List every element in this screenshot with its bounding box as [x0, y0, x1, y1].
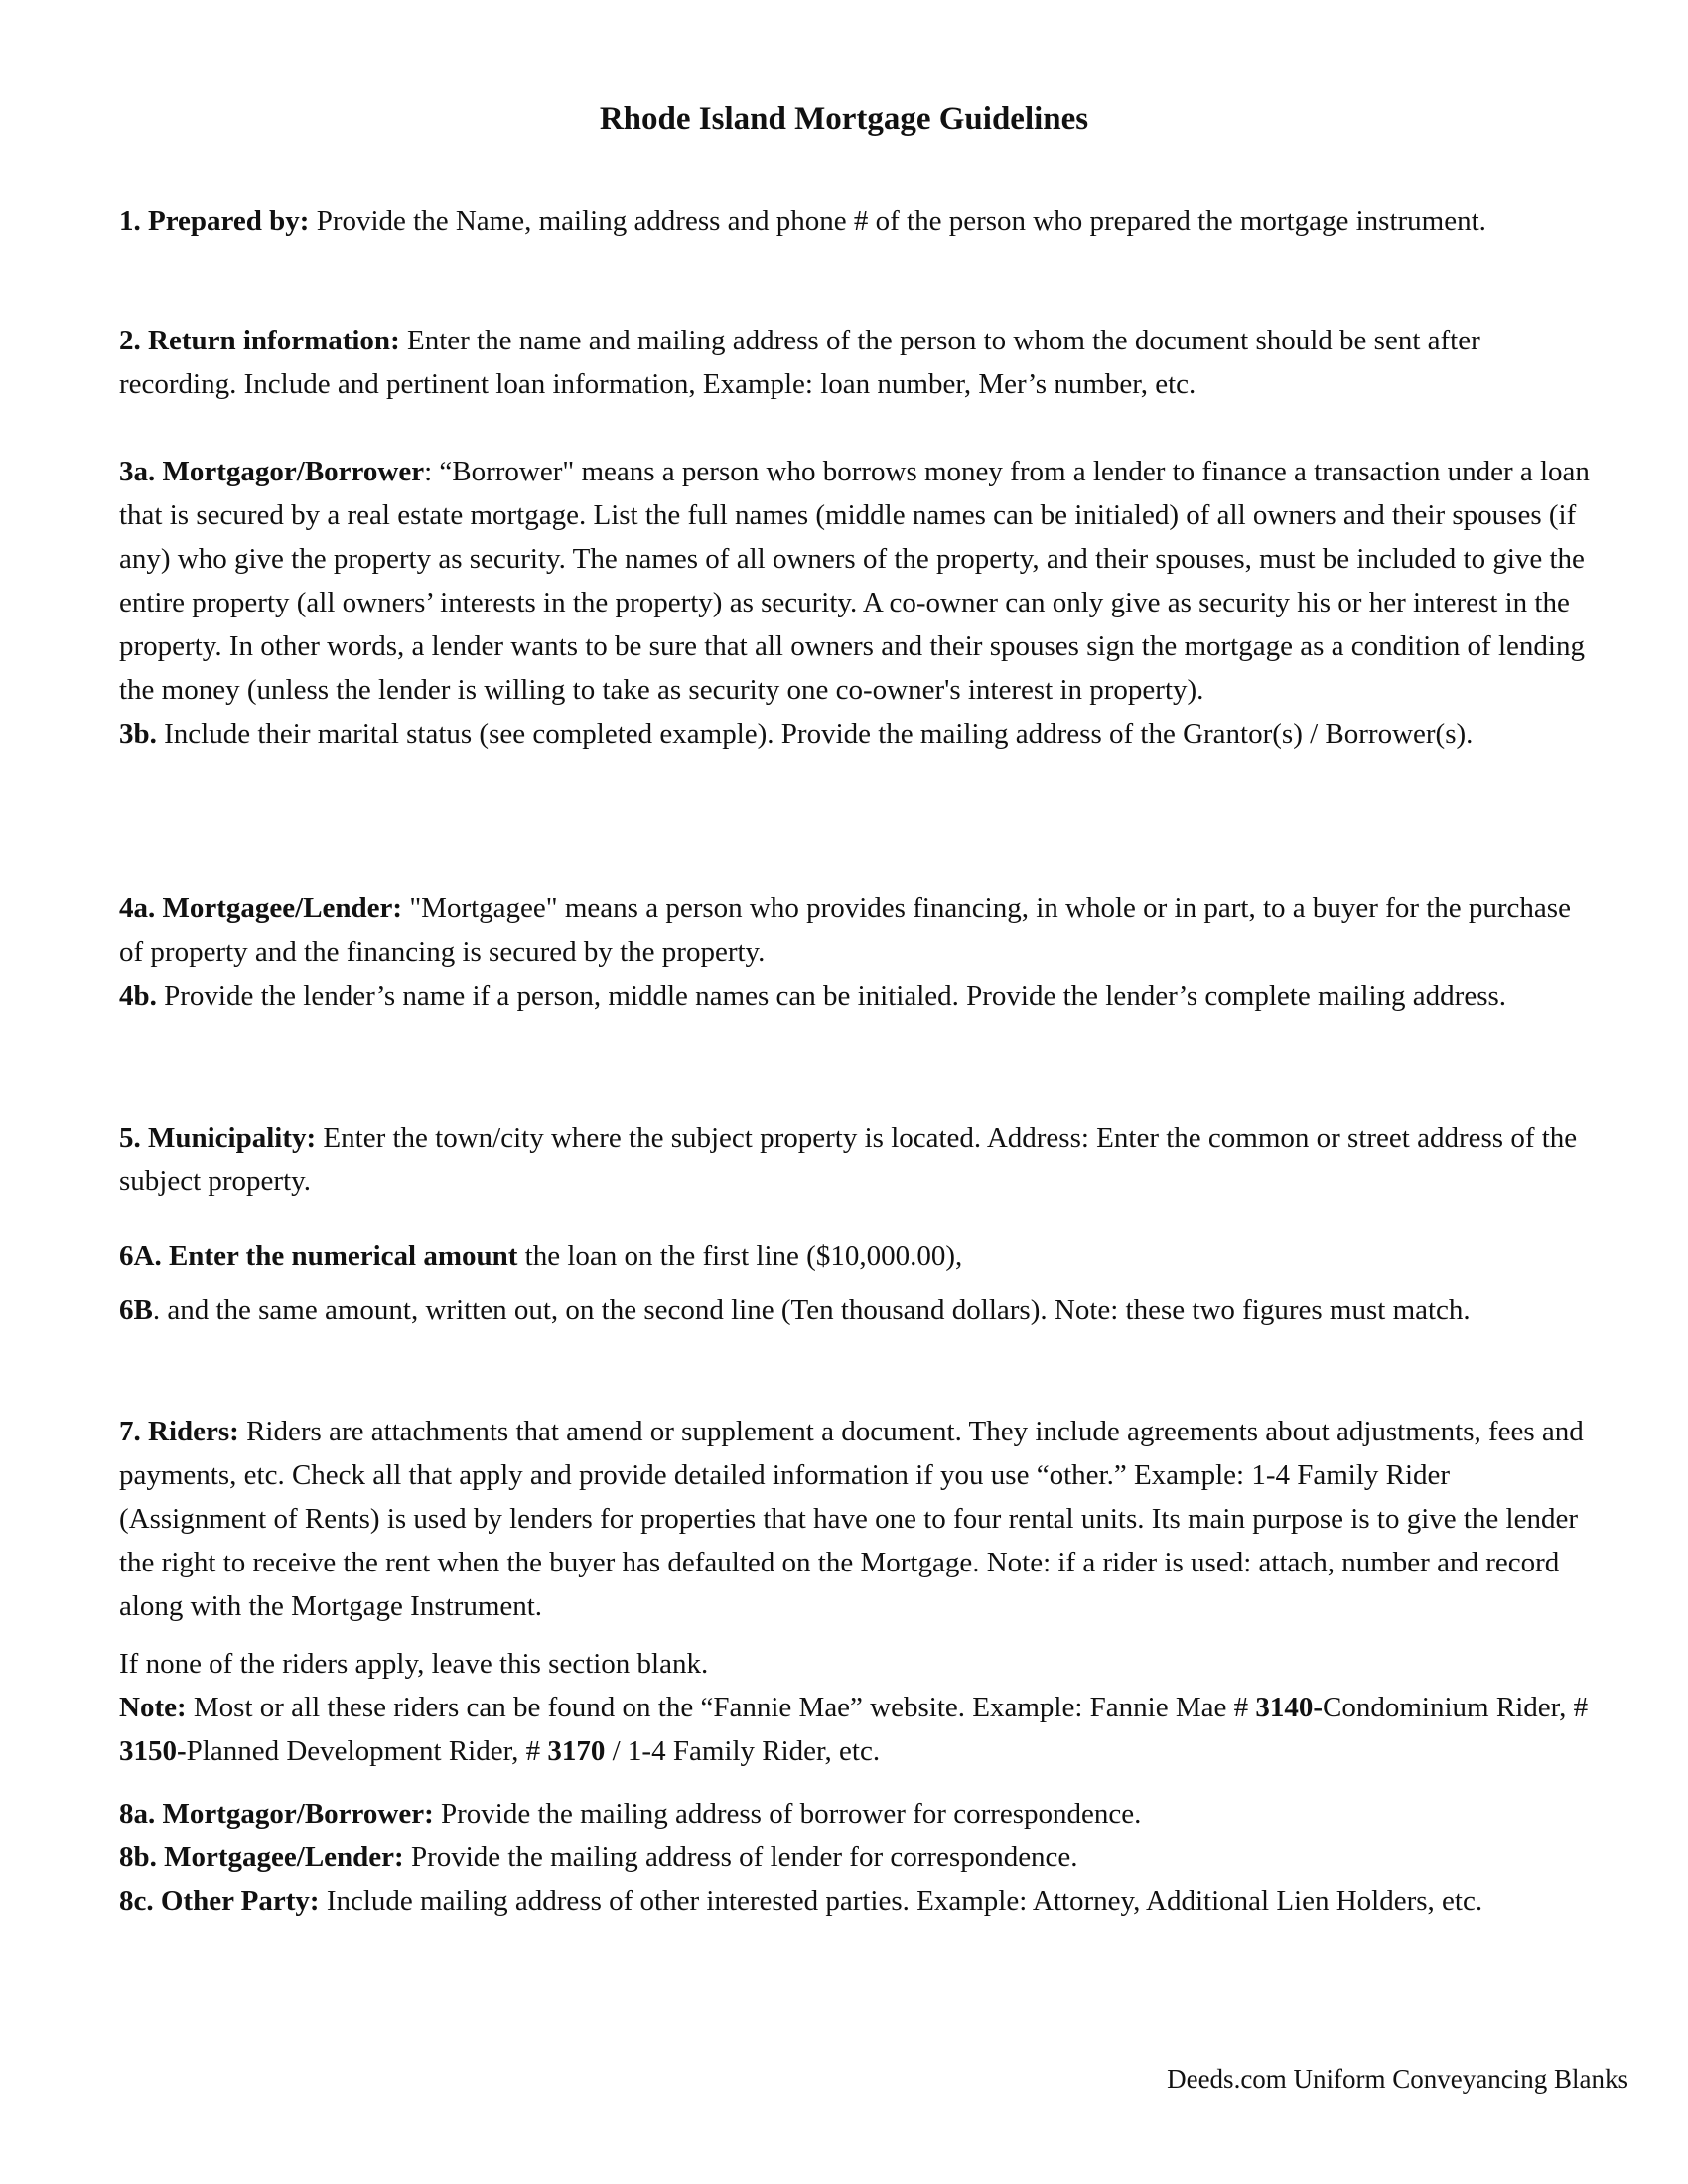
section-6a-paragraph [119, 1234, 1599, 1278]
section-1-text: Provide the Name, mailing address and phone # of the person who prepared the mortgage instrument. [309, 205, 1486, 237]
section-7-note-text-4: / 1-4 Family Rider, etc. [605, 1735, 881, 1767]
section-7-supplement [119, 1642, 1599, 1773]
section-5-paragraph [119, 1116, 1599, 1203]
section-6a-amount [119, 1234, 1599, 1278]
section-2-text: Enter the name and mailing address of the person to whom the document should be sent after recording. Include and pertinent loan information, Example: loan number, Mer’s number, etc. [119, 325, 1480, 400]
section-6b-label: 6B [119, 1295, 153, 1326]
section-8b-paragraph [119, 1836, 1599, 1879]
section-7-text: Riders are attachments that amend or supplement a document. They include agreements about adjustments, fees and payments, etc. Check all that apply and provide detailed information if you use “other.” Example: 1-4 Family Rider (Assignment of Rents) is used by lenders for properties that have one to four rental units. Its main purpose is to give the lender the right to receive the rent when the buyer has defaulted on the Mortgage. Note: if a rider is used: attach, number and record along with the Mortgage Instrument. [119, 1416, 1584, 1622]
section-7-label: 7. Riders: [119, 1416, 239, 1447]
section-7-paragraph [119, 1410, 1599, 1628]
section-4a-label: 4a. Mortgagee/Lender: [119, 892, 403, 924]
section-6b-paragraph [119, 1289, 1599, 1332]
section-8c-label: 8c. Other Party: [119, 1885, 320, 1917]
section-8c-paragraph [119, 1879, 1599, 1923]
section-3b-paragraph [119, 712, 1599, 755]
section-7-none-paragraph: If none of the riders apply, leave this section blank. [119, 1648, 709, 1680]
section-8b-label: 8b. Mortgagee/Lender: [119, 1842, 404, 1873]
section-4b-label: 4b. [119, 980, 157, 1012]
section-8-correspondence [119, 1792, 1599, 1923]
section-8a-paragraph [119, 1792, 1599, 1836]
section-3b-text: Include their marital status (see completed example). Provide the mailing address of the Grantor(s) / Borrower(s). [156, 718, 1474, 750]
section-7-note-text-3: Planned Development Rider, # [186, 1735, 548, 1767]
section-6a-text: the loan on the first line ($10,000.00), [517, 1240, 963, 1272]
section-7-note-text-1: Most or all these riders can be found on the “Fannie Mae” website. Example: Fannie Mae # [186, 1692, 1256, 1723]
section-2-paragraph [119, 319, 1599, 406]
section-5-label: 5. Municipality: [119, 1122, 317, 1154]
section-3b-label: 3b. [119, 718, 157, 750]
section-7-note-label: Note: [119, 1692, 187, 1723]
section-4a-text: "Mortgagee" means a person who provides financing, in whole or in part, to a buyer for the purchase of property and the financing is secured by the property. [119, 892, 1571, 968]
section-1-label: 1. Prepared by: [119, 205, 310, 237]
section-7-note-paragraph [119, 1686, 1599, 1773]
section-7-note-text-2: Condominium Rider, # [1323, 1692, 1589, 1723]
section-1-prepared-by [119, 200, 1599, 243]
section-6a-label: 6A. Enter the numerical amount [119, 1240, 518, 1272]
section-3-mortgagor-borrower [119, 450, 1599, 755]
document-page [119, 0, 1589, 2184]
form-number-3170: 3170 [547, 1735, 606, 1767]
section-4b-text: Provide the lender’s name if a person, middle names can be initialed. Provide the lender’s complete mailing address. [156, 980, 1507, 1012]
section-3a-label: 3a. Mortgagor/Borrower [119, 456, 425, 487]
page-footer: Deeds.com Uniform Conveyancing Blanks [1167, 2064, 1628, 2094]
section-2-return-information [119, 319, 1599, 406]
section-3a-paragraph [119, 450, 1599, 712]
form-number-3150: 3150- [119, 1735, 187, 1767]
section-4-mortgagee-lender [119, 887, 1599, 1018]
section-6b-written-amount [119, 1289, 1599, 1332]
section-8c-text: Include mailing address of other interested parties. Example: Attorney, Additional Lien Holders, etc. [319, 1885, 1483, 1917]
section-4b-paragraph [119, 974, 1599, 1018]
section-8b-text: Provide the mailing address of lender for correspondence. [403, 1842, 1078, 1873]
section-5-municipality [119, 1116, 1599, 1203]
section-7-riders [119, 1410, 1599, 1628]
section-6b-text: . and the same amount, written out, on the second line (Ten thousand dollars). Note: these two figures must match. [152, 1295, 1471, 1326]
section-5-text: Enter the town/city where the subject property is located. Address: Enter the common or street address of the subject property. [119, 1122, 1578, 1197]
section-8a-text: Provide the mailing address of borrower for correspondence. [433, 1798, 1142, 1830]
section-3a-text: : “Borrower" means a person who borrows money from a lender to finance a transaction under a loan that is secured by a real estate mortgage. List the full names (middle names can be initialed) of all owners and their spouses (if any) who give the property as security. The names of all owners of the property, and their spouses, must be included to give the entire property (all owners’ interests in the property) as security. A co-owner can only give as security his or her interest in the property. In other words, a lender wants to be sure that all owners and their spouses sign the mortgage as a condition of lending the money (unless the lender is willing to take as security one co-owner's interest in property). [119, 456, 1590, 706]
section-1-paragraph [119, 200, 1599, 243]
section-4a-paragraph [119, 887, 1599, 974]
section-8a-label: 8a. Mortgagor/Borrower: [119, 1798, 434, 1830]
section-2-label: 2. Return information: [119, 325, 400, 356]
form-number-3140: 3140- [1255, 1692, 1324, 1723]
page-title: Rhode Island Mortgage Guidelines [599, 101, 1089, 137]
